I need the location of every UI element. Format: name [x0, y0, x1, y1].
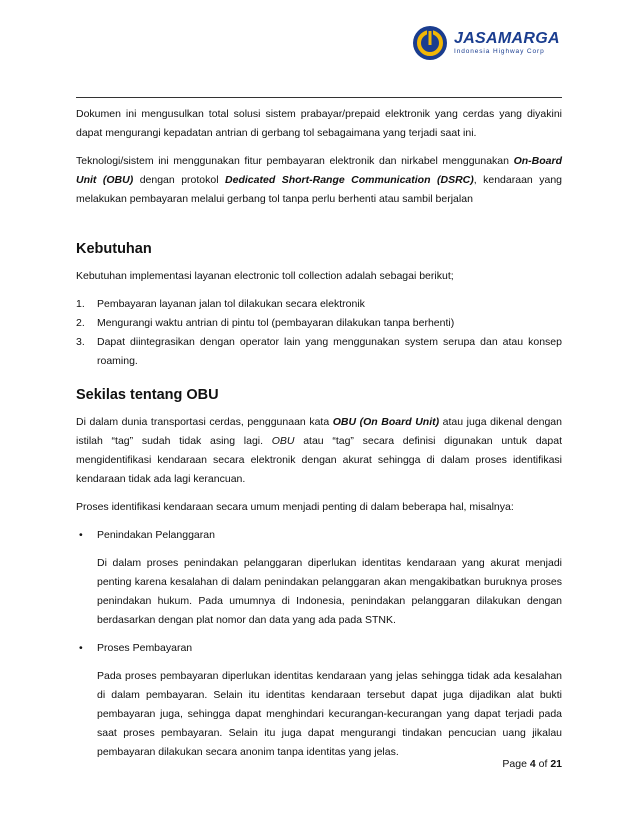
- kebutuhan-lead: Kebutuhan implementasi layanan electronic toll collection adalah sebagai berikut;: [76, 270, 454, 282]
- heading-sekilas-obu: Sekilas tentang OBU: [76, 387, 219, 403]
- heading-kebutuhan: Kebutuhan: [76, 241, 152, 257]
- bullet-icon: •: [79, 642, 83, 654]
- logo-subtitle: Indonesia Highway Corp: [454, 47, 545, 55]
- page-number: Page 4 of 21: [502, 758, 562, 770]
- list-item: 2. Mengurangi waktu antrian di pintu tol (pembayaran dilakukan tanpa berhenti): [76, 317, 455, 329]
- bullet-icon: •: [79, 529, 83, 541]
- obu-term: On-Board Unit (OBU): [76, 155, 562, 186]
- header-divider: [76, 97, 562, 98]
- sekilas-paragraph-1: Di dalam dunia transportasi cerdas, penggunaan kata OBU (On Board Unit) atau juga dikenal dengan istilah “tag” sudah tidak asing lagi. OBU atau “tag” secara definisi digunakan untuk dapat mengidentifikasi kendaraan secara elektronik dengan akurat sehingga di dalam proses identifikasi kendaraan tidak ada lagi kerancuan.: [76, 416, 562, 485]
- bullet-item: [76, 526, 562, 545]
- sekilas-paragraph-2: Proses identifikasi kendaraan secara umum menjadi penting di dalam beberapa hal, misalnya:: [76, 501, 514, 513]
- bullet-title: Proses Pembayaran: [97, 642, 193, 654]
- bullet-body: Pada proses pembayaran diperlukan identitas kendaraan yang jelas sehingga tidak ada kesalahan di dalam pembayaran. Selain itu identitas kendaraan tersebut dapat juga dijadikan alat bukti pembayaran juga, sehingga dapat menghindari kecurangan-kecurangan yang dapat terjadi pada saat proses pembayaran. Selain itu juga dapat mengurangi tindakan pencucian uang jikalau pembayaran dilakukan secara anonim tanpa identitas yang jelas.: [97, 670, 562, 758]
- document-body: [76, 105, 562, 771]
- list-item: 3. Dapat diintegrasikan dengan operator lain yang menggunakan system serupa dan atau konsep roaming.: [76, 336, 562, 367]
- logo-name: JASAMARGA: [454, 29, 560, 47]
- company-logo: [412, 22, 562, 64]
- bullet-title: Penindakan Pelanggaran: [97, 529, 215, 541]
- dsrc-term: Dedicated Short-Range Communication (DSRC): [225, 174, 474, 186]
- list-item: 1. Pembayaran layanan jalan tol dilakukan secara elektronik: [76, 298, 365, 310]
- jasamarga-logo-icon: [412, 25, 448, 61]
- intro-paragraph-2: Teknologi/sistem ini menggunakan fitur pembayaran elektronik dan nirkabel menggunakan On-Board Unit (OBU) dengan protokol Dedicated Short-Range Communication (DSRC), kendaraan yang melakukan pembayaran melalui gerbang tol tanpa perlu berhenti atau sambil berjalan: [76, 155, 562, 205]
- bullet-item: [76, 639, 562, 658]
- kebutuhan-list: [76, 295, 562, 371]
- intro-paragraph-1: Dokumen ini mengusulkan total solusi sistem prabayar/prepaid elektronik yang cerdas yang diyakini dapat mengurangi kepadatan antrian di gerbang tol sebagaimana yang terjadi saat ini.: [76, 108, 562, 139]
- bullet-body: Di dalam proses penindakan pelanggaran diperlukan identitas kendaraan yang akurat menjadi penting karena kesalahan di dalam penindakan pelanggaran akan mengakibatkan buruknya proses penindakan hukum. Pada umumnya di Indonesia, penindakan pelanggaran dilakukan dengan berdasarkan dengan plat nomor dan data yang ada pada STNK.: [97, 557, 562, 626]
